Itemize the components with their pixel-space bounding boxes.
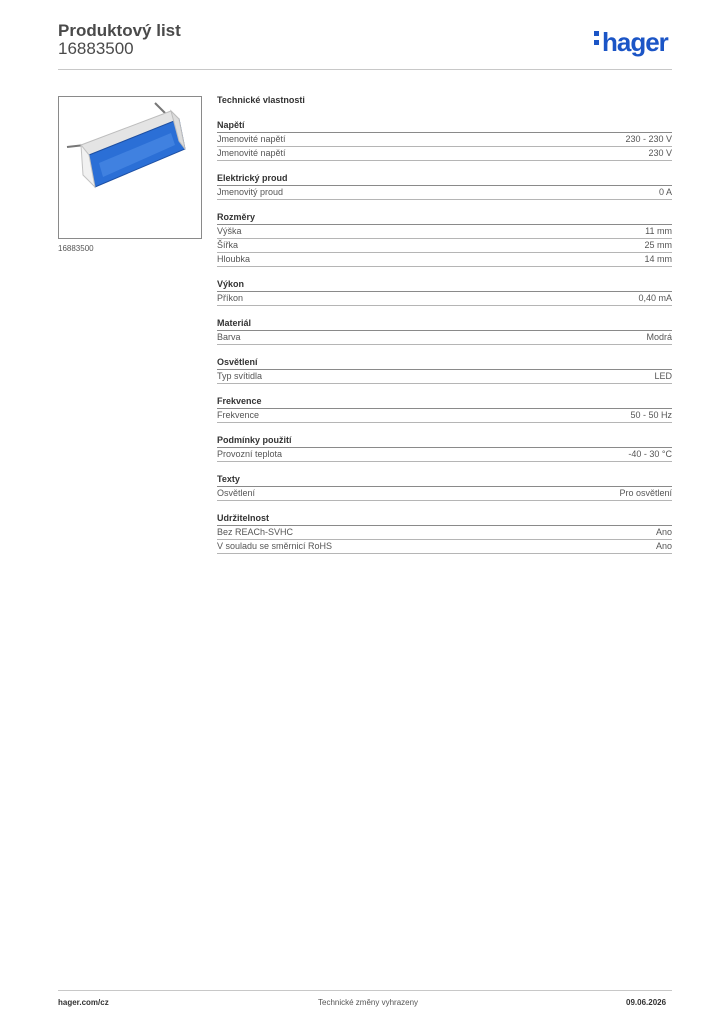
spec-label: Barva	[217, 332, 241, 342]
spec-group-frequency	[217, 396, 672, 423]
technical-properties	[217, 95, 672, 566]
spec-group-dimensions	[217, 212, 672, 267]
logo-dots-icon	[594, 31, 600, 49]
footer-divider	[58, 990, 672, 991]
spec-value: LED	[654, 371, 672, 381]
spec-group-title: Výkon	[217, 279, 672, 292]
spec-group-lighting	[217, 357, 672, 384]
spec-row	[217, 186, 672, 200]
spec-value: 50 - 50 Hz	[630, 410, 672, 420]
spec-group-power	[217, 279, 672, 306]
spec-group-title: Udržitelnost	[217, 513, 672, 526]
spec-group-title: Materiál	[217, 318, 672, 331]
spec-row	[217, 540, 672, 554]
footer-website-link[interactable]: hager.com/cz	[58, 998, 109, 1007]
spec-group-title: Rozměry	[217, 212, 672, 225]
image-caption: 16883500	[58, 244, 94, 253]
hager-logo	[594, 27, 668, 57]
page-title: Produktový list	[58, 21, 181, 40]
product-image	[58, 96, 202, 239]
spec-label: Příkon	[217, 293, 244, 303]
spec-value: 230 V	[648, 148, 672, 158]
spec-value: 25 mm	[644, 240, 672, 250]
spec-group-material	[217, 318, 672, 345]
spec-label: Hloubka	[217, 254, 251, 264]
spec-value: Ano	[655, 527, 672, 537]
spec-value: 14 mm	[644, 254, 672, 264]
product-code: 16883500	[58, 39, 134, 58]
spec-row	[217, 370, 672, 384]
spec-label: Typ svítidla	[217, 371, 263, 381]
spec-value: 0,40 mA	[638, 293, 672, 303]
spec-label: Provozní teplota	[217, 449, 283, 459]
spec-row	[217, 487, 672, 501]
spec-group-sustainability	[217, 513, 672, 554]
spec-label: Frekvence	[217, 410, 260, 420]
footer-notice: Technické změny vyhrazeny	[318, 998, 419, 1007]
spec-value: -40 - 30 °C	[628, 449, 672, 459]
spec-row	[217, 147, 672, 161]
spec-group-title: Elektrický proud	[217, 173, 672, 186]
spec-group-texts	[217, 474, 672, 501]
spec-label: V souladu se směrnicí RoHS	[217, 541, 333, 551]
spec-value: Modrá	[646, 332, 672, 342]
spec-group-title: Podmínky použití	[217, 435, 672, 448]
spec-group-title: Napětí	[217, 120, 672, 133]
header-divider	[58, 69, 672, 70]
spec-row	[217, 292, 672, 306]
footer-date: 09.06.2026	[626, 998, 667, 1007]
spec-group-title: Texty	[217, 474, 672, 487]
spec-row	[217, 133, 672, 147]
spec-row	[217, 331, 672, 345]
spec-value: 230 - 230 V	[625, 134, 672, 144]
specs-title: Technické vlastnosti	[217, 95, 305, 105]
spec-group-conditions	[217, 435, 672, 462]
spec-group-title: Frekvence	[217, 396, 672, 409]
spec-label: Osvětlení	[217, 488, 256, 498]
spec-row	[217, 239, 672, 253]
spec-value: Pro osvětlení	[619, 488, 672, 498]
spec-label: Jmenovité napětí	[217, 148, 286, 158]
spec-label: Jmenovitý proud	[217, 187, 284, 197]
spec-row	[217, 448, 672, 462]
spec-group-voltage	[217, 120, 672, 161]
logo-text: hager	[602, 27, 668, 57]
led-module-illustration	[59, 97, 201, 238]
spec-label: Bez REACh-SVHC	[217, 527, 294, 537]
spec-group-current	[217, 173, 672, 200]
spec-value: 11 mm	[645, 226, 672, 236]
spec-value: Ano	[655, 541, 672, 551]
spec-group-title: Osvětlení	[217, 357, 672, 370]
spec-label: Výška	[217, 226, 242, 236]
spec-label: Šířka	[217, 240, 239, 250]
spec-row	[217, 526, 672, 540]
spec-row	[217, 409, 672, 423]
spec-value: 0 A	[658, 187, 672, 197]
spec-row	[217, 225, 672, 239]
spec-row	[217, 253, 672, 267]
spec-label: Jmenovité napětí	[217, 134, 286, 144]
